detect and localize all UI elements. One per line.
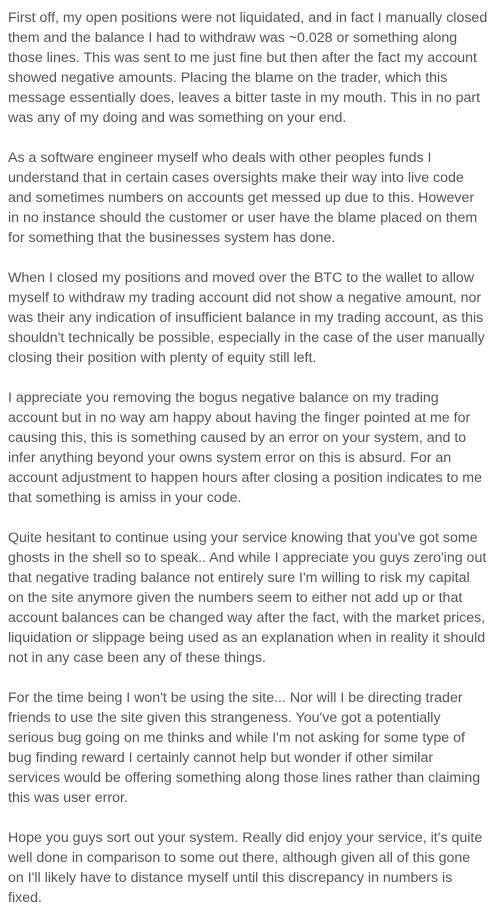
message-paragraph-2: As a software engineer myself who deals with other peoples funds I understand that in certain cases oversights make their way into live code and sometimes numbers on accounts get messed up due to this. However in no instance should the customer or user have the blame placed on them for something that the businesses system has done. bbox=[8, 150, 478, 246]
message-paragraph-4: I appreciate you removing the bogus negative balance on my trading account but in no way am happy about having the finger pointed at me for causing this, this is something caused by an error on your system, and to infer anything beyond your owns system error on this is absurd. For an account adjustment to happen hours after closing a position indicates to me that something is amiss in your code. bbox=[8, 390, 482, 506]
message-paragraph-6: For the time being I won't be using the site... Nor will I be directing trader friends to use the site given this strangeness. You've got a potentially serious bug going on me thinks and while I'm not asking for some type of bug finding reward I certainly cannot help but wonder if other similar services would be offering something along those lines rather than claiming this was user error. bbox=[8, 690, 481, 806]
message-paragraph-7: Hope you guys sort out your system. Really did enjoy your service, it's quite well done in comparison to some out there, although given all of this gone on I'll likely have to distance myself until this discrepancy in numbers is fixed. bbox=[8, 830, 483, 906]
message-body bbox=[8, 8, 488, 908]
message-paragraph-3: When I closed my positions and moved over the BTC to the wallet to allow myself to withdraw my trading account did not show a negative amount, nor was their any indication of insufficient balance in my trading account, as this shouldn't technically be possible, especially in the case of the user manually closing their position with plenty of equity still left. bbox=[8, 270, 485, 366]
message-paragraph-5: Quite hesitant to continue using your service knowing that you've got some ghosts in the shell so to speak.. And while I appreciate you guys zero'ing out that negative trading balance not entirely sure I'm willing to risk my capital on the site anymore given the numbers seem to either not add up or that account balances can be changed way after the fact, with the market prices, liquidation or slippage being used as an explanation when in reality it should not in any case been any of these things. bbox=[8, 530, 487, 666]
message-paragraph-1: First off, my open positions were not liquidated, and in fact I manually closed them and the balance I had to withdraw was ~0.028 or something along those lines. This was sent to me just fine but then after the fact my account showed negative amounts. Placing the blame on the trader, which this message essentially does, leaves a bitter taste in my mouth. This in no part was any of my doing and was something on your end. bbox=[8, 10, 488, 126]
